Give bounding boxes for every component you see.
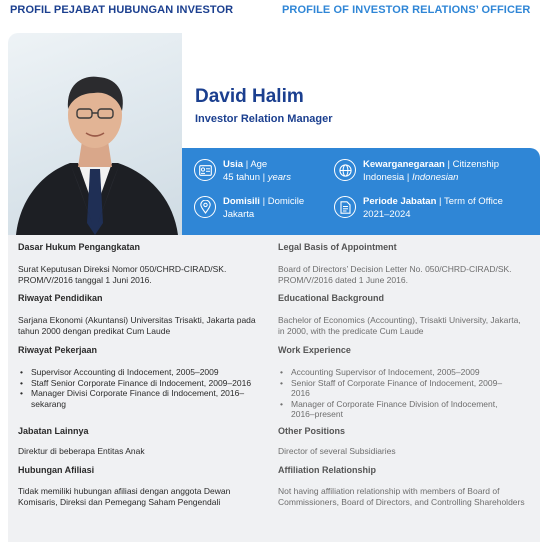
legal-basis-text-en: Board of Directors’ Decision Letter No. 050/CHRD-CIRAD/SK. PROM/V/2016 dated 1 June 2016. (278, 264, 512, 285)
term-info: Periode Jabatan | Term of Office 2021–2024 (334, 196, 503, 221)
legal-basis-title: Dasar Hukum Pengangkatan (18, 242, 141, 252)
officer-portrait (8, 33, 182, 235)
term-value: 2021–2024 (363, 208, 411, 220)
age-label-id: Usia (223, 159, 244, 170)
id-card-icon (194, 159, 216, 181)
list-item: • Manager of Corporate Finance Division of Indocement, 2016–present (278, 399, 528, 420)
profile-details-panel (8, 235, 540, 542)
term-label-id: Periode Jabatan (363, 196, 437, 207)
officer-role: Investor Relation Manager (195, 113, 333, 125)
education-text: Sarjana Ekonomi (Akuntansi) Universitas Trisakti, Jakarta pada tahun 2000 dengan predikat Cum Laude (18, 315, 256, 336)
affiliation-text-en: Not having affiliation relationship with members of Board of Commissioners, Board of Directors, and Controlling Shareholders (278, 486, 525, 507)
affiliation-title: Hubungan Afiliasi (18, 465, 95, 475)
work-experience-title: Riwayat Pekerjaan (18, 345, 98, 355)
work-experience-list-en (278, 367, 528, 420)
other-positions-text: Direktur di beberapa Entitas Anak (18, 446, 145, 456)
age-value-id: 45 tahun (223, 171, 260, 183)
globe-icon (334, 159, 356, 181)
citizenship-value-id: Indonesia (363, 171, 405, 183)
list-item: • Accounting Supervisor of Indocement, 2005–2009 (278, 367, 528, 378)
citizenship-info: Kewarganegaraan | Citizenship Indonesia | Indonesian (334, 159, 499, 184)
legal-basis-title-en: Legal Basis of Appointment (278, 242, 397, 252)
location-pin-icon (194, 196, 216, 218)
citizenship-value-en: Indonesian (411, 171, 459, 183)
age-info: Usia | Age 45 tahun | years (194, 159, 291, 184)
section-title-en: PROFILE OF INVESTOR RELATIONS’ OFFICER (282, 4, 531, 16)
other-positions-title: Jabatan Lainnya (18, 426, 89, 436)
list-item: • Supervisor Accounting di Indocement, 2005–2009 (18, 367, 268, 378)
education-title: Riwayat Pendidikan (18, 293, 103, 303)
citizenship-label-en: Citizenship (452, 159, 500, 170)
citizenship-label-id: Kewarganegaraan (363, 159, 445, 170)
legal-basis-text: Surat Keputusan Direksi Nomor 050/CHRD-CIRAD/SK. PROM/V/2016 tanggal 1 Juni 2016. (18, 264, 227, 285)
term-label-en: Term of Office (443, 196, 503, 207)
education-text-en: Bachelor of Economics (Accounting), Trisakti University, Jakarta, in 2000, with the predicate Cum Laude (278, 315, 521, 336)
domicile-info: Domisili | Domicile Jakarta (194, 196, 304, 221)
education-title-en: Educational Background (278, 293, 385, 303)
officer-name: David Halim (195, 86, 304, 107)
domicile-value: Jakarta (223, 208, 255, 220)
personal-info-panel (182, 148, 540, 235)
document-icon (334, 196, 356, 218)
age-label-en: Age (250, 159, 268, 170)
other-positions-text-en: Director of several Subsidiaries (278, 446, 396, 456)
other-positions-title-en: Other Positions (278, 426, 346, 436)
affiliation-title-en: Affiliation Relationship (278, 465, 376, 475)
age-value-en: years (267, 171, 291, 183)
list-item: • Manager Divisi Corporate Finance di Indocement, 2016–sekarang (18, 388, 268, 409)
affiliation-text: Tidak memiliki hubungan afiliasi dengan anggota Dewan Komisaris, Direksi dan Pemegang Saham Pengendali (18, 486, 231, 507)
domicile-label-id: Domisili (223, 196, 260, 207)
work-experience-title-en: Work Experience (278, 345, 351, 355)
work-experience-list (18, 367, 268, 409)
domicile-label-en: Domicile (267, 196, 305, 207)
list-item: • Senior Staff of Corporate Finance of Indocement, 2009–2016 (278, 378, 528, 399)
list-item: • Staff Senior Corporate Finance di Indocement, 2009–2016 (18, 378, 268, 389)
section-title-id: PROFIL PEJABAT HUBUNGAN INVESTOR (10, 4, 234, 16)
